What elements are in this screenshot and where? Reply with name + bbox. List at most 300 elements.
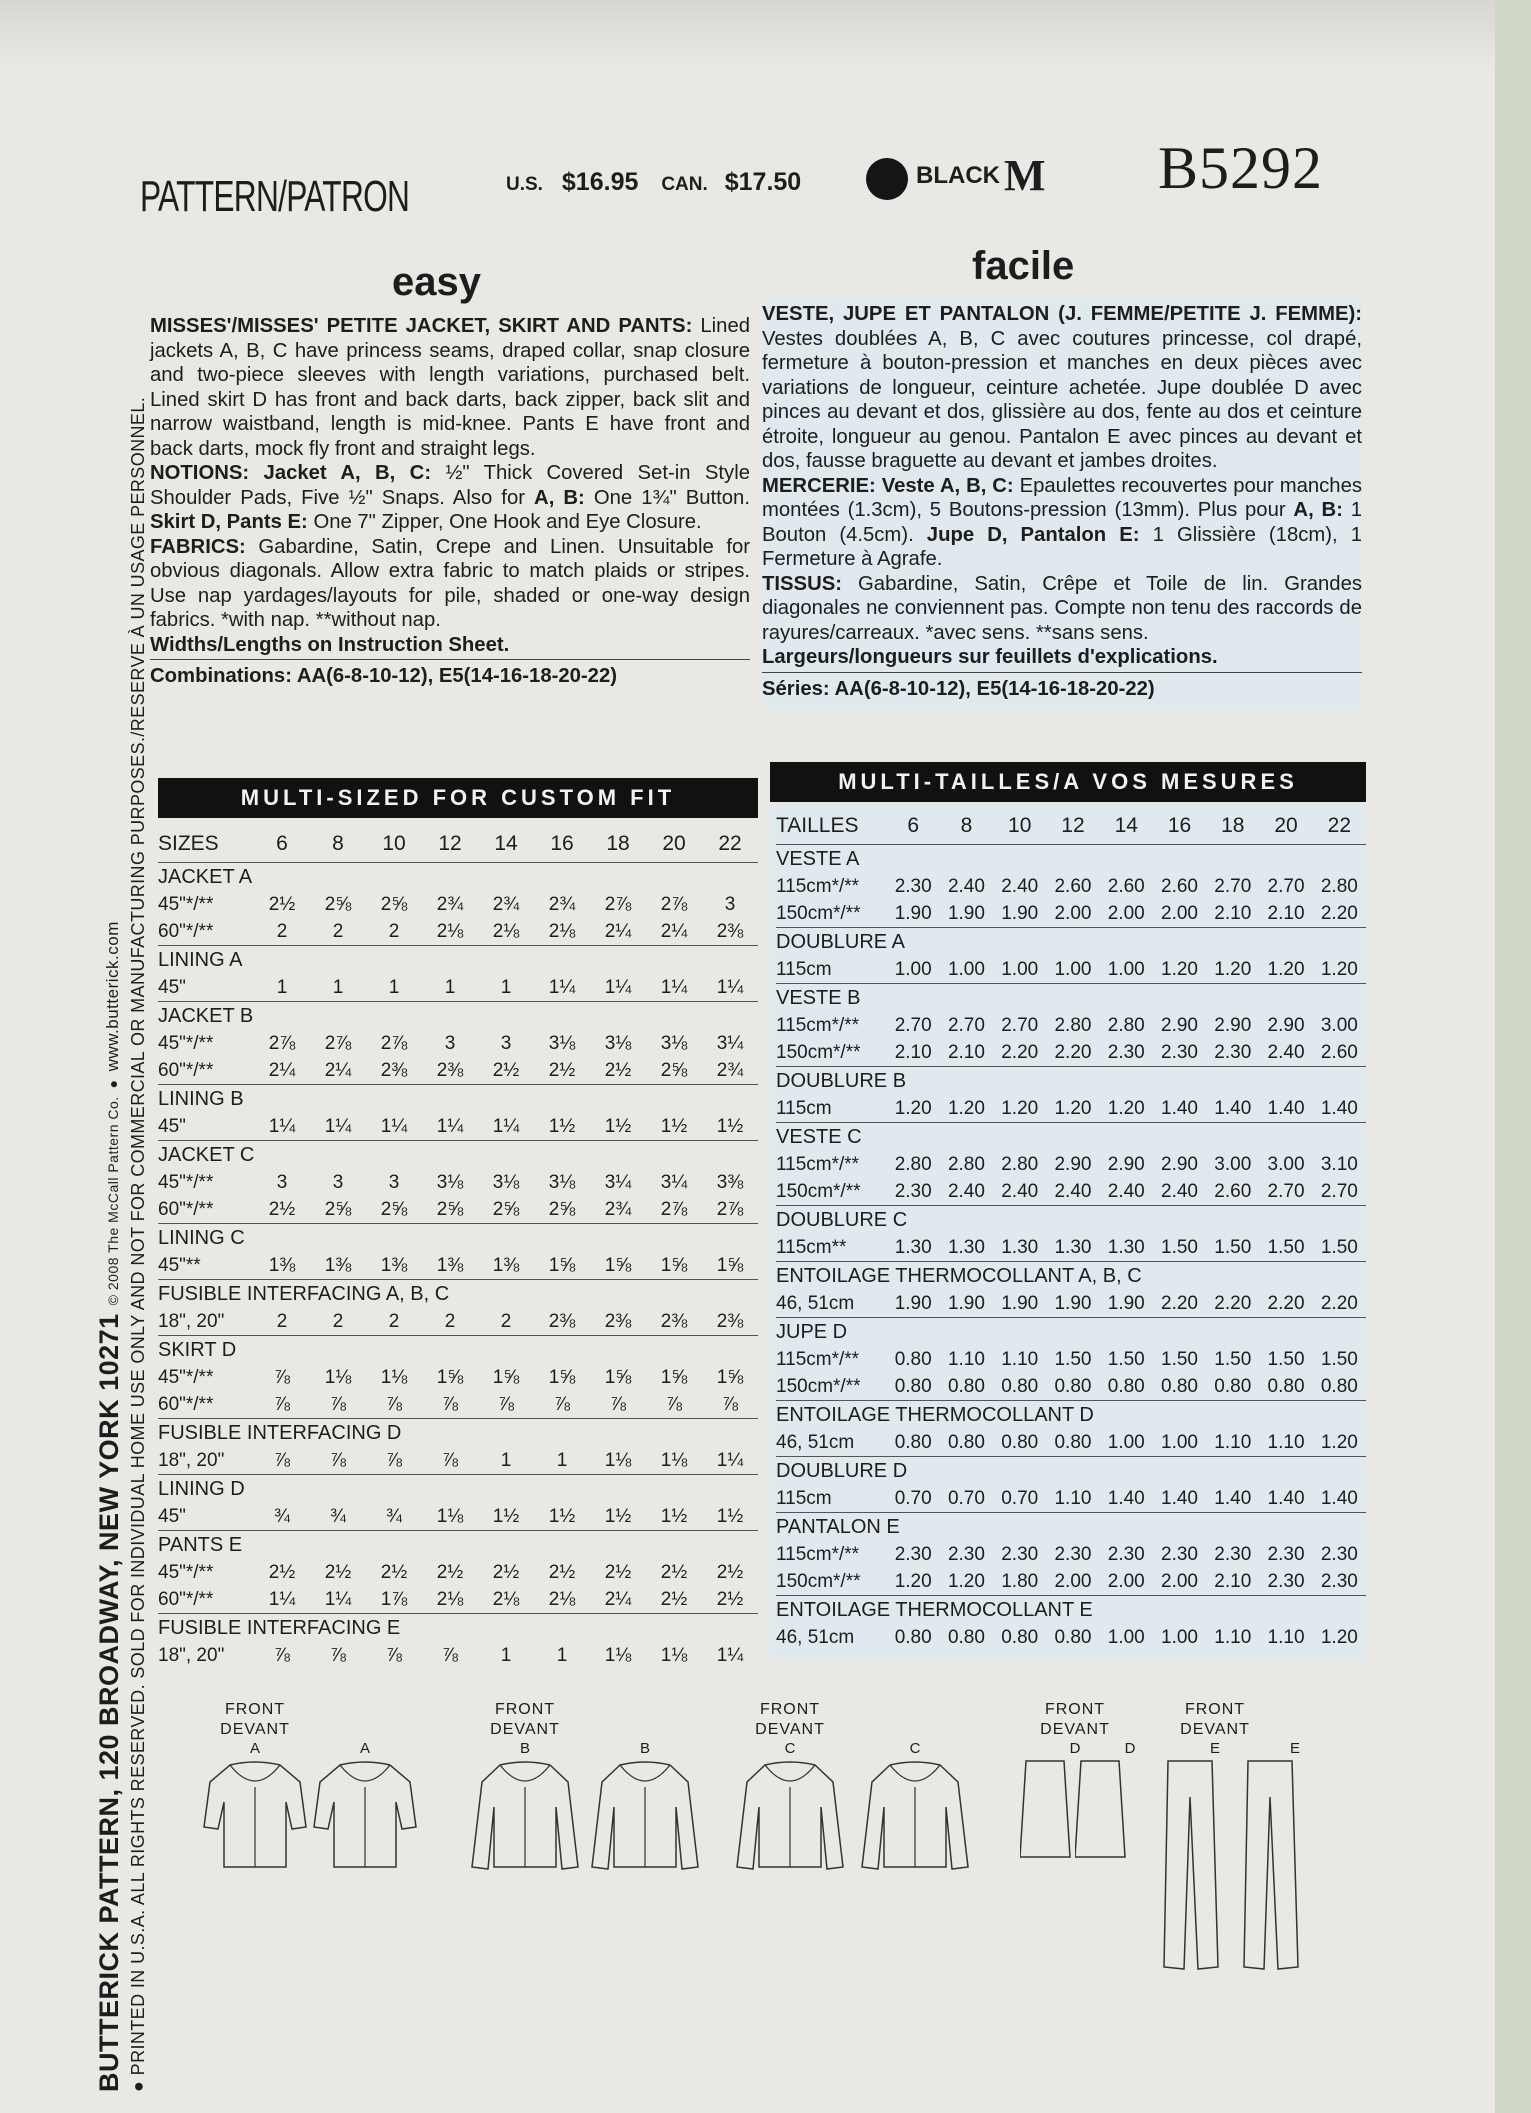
table-row <box>158 1308 758 1336</box>
yardage-cell: 2 <box>276 920 288 942</box>
group-title: VESTE B <box>776 984 1366 1013</box>
yardage-cell: 1⅝ <box>548 1254 576 1276</box>
yardage-cell: 1.40 <box>1214 1097 1252 1119</box>
yardage-cell: 2.20 <box>1267 1292 1305 1314</box>
yardage-cell: 1¼ <box>548 976 576 998</box>
yardage-cell: 2.30 <box>1107 1543 1145 1565</box>
table-row <box>776 1095 1366 1123</box>
fabric-width-label: 115cm** <box>776 1236 847 1258</box>
yardage-cell: 1⅛ <box>660 1644 688 1666</box>
yardage-cell: 2¾ <box>604 1198 632 1220</box>
yardage-cell: 1.00 <box>1054 958 1092 980</box>
yardage-cell: 1.90 <box>894 902 932 924</box>
group-title-row <box>158 1224 758 1253</box>
caption-front: FRONT <box>1044 1701 1106 1718</box>
group-title: PANTS E <box>158 1531 758 1560</box>
yardage-cell: 0.80 <box>1001 1375 1039 1397</box>
view-caption <box>1160 1700 1270 1740</box>
yardage-cell: 2¾ <box>436 893 464 915</box>
yardage-cell: 1.20 <box>947 1097 985 1119</box>
table-row <box>158 1196 758 1224</box>
yardage-cell: 1½ <box>548 1505 576 1527</box>
fabric-width-label: 115cm*/** <box>776 1014 860 1036</box>
group-title-row <box>776 1401 1366 1430</box>
yardage-cell: 1⅝ <box>604 1366 632 1388</box>
caption-devant: DEVANT <box>220 1721 290 1738</box>
french-title: VESTE, JUPE ET PANTALON (J. FEMME/PETITE J. FEMME): <box>762 303 1362 325</box>
group-title: LINING D <box>158 1475 758 1504</box>
view-letter: C <box>909 1740 921 1757</box>
view-caption <box>1020 1700 1130 1740</box>
group-title: SKIRT D <box>158 1336 758 1365</box>
yardage-cell: 0.70 <box>1001 1487 1039 1509</box>
yardage-cell: 3 <box>724 893 736 915</box>
yardage-cell: 2 <box>500 1310 512 1332</box>
garment-view-C <box>860 1740 970 1882</box>
yardage-cell: 1 <box>500 1449 512 1471</box>
yardage-cell: 1¼ <box>436 1115 464 1137</box>
caption-front: FRONT <box>759 1701 821 1718</box>
group-title: FUSIBLE INTERFACING A, B, C <box>158 1280 758 1309</box>
group-title: DOUBLURE A <box>776 928 1366 957</box>
notions-text: ½" Thick Covered Set-in Style Shoulder Pads, Five ½" Snaps. Also for <box>150 462 750 509</box>
yardage-cell: 1 <box>332 976 344 998</box>
yardage-cell: 1⅛ <box>324 1366 352 1388</box>
yardage-cell: 2½ <box>604 1059 632 1081</box>
yardage-cell: 1⅛ <box>604 1449 632 1471</box>
yardage-cell: 1¼ <box>660 976 688 998</box>
yardage-cell: 2.90 <box>1161 1153 1198 1175</box>
yardage-cell: 2⅛ <box>436 1588 464 1610</box>
size-header-10: 10 <box>1008 814 1032 837</box>
view-letter: A <box>359 1740 370 1757</box>
mercerie-jupe: Jupe D, Pantalon E: <box>926 523 1140 546</box>
table-row <box>158 1364 758 1391</box>
fabric-width-label: 45" <box>158 1505 186 1527</box>
yardage-cell: 2¾ <box>492 893 520 915</box>
table-row <box>158 974 758 1002</box>
yardage-cell: 2.20 <box>1320 1292 1358 1314</box>
fabrics-text: Gabardine, Satin, Crepe and Linen. Unsuitable for obvious diagonals. Allow extra fabric to match plaids or stripes. Use nap yardages/layouts for pile, shaded or one-way design fabrics. *with nap. **without nap. <box>150 535 751 631</box>
yardage-cell: 2⅛ <box>436 920 464 942</box>
yardage-cell: 2⅜ <box>436 1059 464 1081</box>
yardage-cell: ¾ <box>274 1505 290 1527</box>
yardage-cell: 2.20 <box>1054 1041 1092 1063</box>
group-title-row <box>158 1280 758 1309</box>
caption-front: FRONT <box>494 1701 556 1718</box>
yardage-cell: 2⅞ <box>268 1032 296 1054</box>
yardage-cell: 0.80 <box>1320 1375 1358 1397</box>
yardage-cell: 1.30 <box>1107 1236 1145 1258</box>
size-header-12: 12 <box>1061 814 1085 837</box>
english-band: MULTI-SIZED FOR CUSTOM FIT <box>158 778 758 818</box>
widths-note: Widths/Lengths on Instruction Sheet. <box>150 633 510 656</box>
yardage-cell: 2.10 <box>947 1041 985 1063</box>
fabric-width-label: 60"*/** <box>158 1588 214 1610</box>
us-price <box>506 168 801 197</box>
side-text-address: BUTTERICK PATTERN, 120 BROADWAY, NEW YORK 10271 © 2008 The McCall Pattern Co. ● www.butterick.com <box>94 921 124 2092</box>
caption-front: FRONT <box>224 1701 286 1718</box>
yardage-cell: 1 <box>388 976 400 998</box>
caption-devant: DEVANT <box>1040 1721 1110 1738</box>
yardage-cell: 2 <box>388 920 400 942</box>
jacket-drawing <box>470 1757 580 1877</box>
notions-skirt: Skirt D, Pants E: <box>150 511 308 533</box>
yardage-cell: 3.00 <box>1267 1153 1305 1175</box>
yardage-cell: 2.80 <box>1107 1014 1145 1036</box>
yardage-cell: 1.30 <box>1001 1236 1039 1258</box>
yardage-cell: 2.30 <box>1214 1543 1252 1565</box>
yardage-cell: 1⅜ <box>268 1254 296 1276</box>
yardage-cell: 1 <box>500 976 512 998</box>
yardage-cell: 2⅞ <box>324 1032 352 1054</box>
group-title: LINING C <box>158 1224 758 1253</box>
yardage-cell: 1.50 <box>1320 1236 1358 1258</box>
yardage-cell: 2.30 <box>1320 1543 1358 1565</box>
yardage-cell: 1¼ <box>324 1588 352 1610</box>
view-letter: E <box>1289 1740 1300 1757</box>
yardage-cell: 0.80 <box>894 1375 932 1397</box>
group-title-row <box>776 845 1366 874</box>
yardage-cell: 2 <box>332 1310 344 1332</box>
view-caption <box>735 1700 845 1740</box>
group-title: DOUBLURE C <box>776 1206 1366 1235</box>
yardage-cell: 3¼ <box>716 1032 744 1054</box>
table-row <box>776 1346 1366 1373</box>
size-header-6: 6 <box>907 814 920 837</box>
yardage-cell: 0.80 <box>894 1431 932 1453</box>
size-header-8: 8 <box>332 832 344 855</box>
group-title: FUSIBLE INTERFACING D <box>158 1419 758 1448</box>
yardage-cell: 0.80 <box>947 1626 985 1648</box>
yardage-cell: 2½ <box>604 1561 632 1583</box>
yardage-cell: 3.00 <box>1214 1153 1252 1175</box>
series: Séries: AA(6-8-10-12), E5(14-16-18-20-22) <box>762 677 1155 700</box>
jacket-drawing <box>310 1757 420 1877</box>
view-letter: D <box>1069 1740 1081 1757</box>
yardage-cell: 2.60 <box>1161 875 1198 897</box>
yardage-cell: 3.10 <box>1320 1153 1358 1175</box>
table-row <box>158 891 758 918</box>
rights-text: PRINTED IN U.S.A. ALL RIGHTS RESERVED. SOLD FOR INDIVIDUAL HOME USE ONLY AND NOT FOR COMMERCIAL OR MANUFACTURING PURPOSES./RESERVE À UN USAGE PERSONNEL. <box>128 396 148 2076</box>
size-letter: M <box>1004 151 1046 200</box>
yardage-cell: 1.20 <box>1320 958 1358 980</box>
yardage-cell: 2.40 <box>1054 1180 1092 1202</box>
french-band: MULTI-TAILLES/A VOS MESURES <box>770 762 1366 802</box>
yardage-cell: 2.30 <box>1001 1543 1039 1565</box>
yardage-cell: 2.30 <box>894 875 932 897</box>
yardage-cell: 1.20 <box>1267 958 1305 980</box>
yardage-cell: ⅞ <box>274 1393 290 1415</box>
group-title: VESTE C <box>776 1123 1366 1152</box>
yardage-cell: 2.80 <box>1054 1014 1092 1036</box>
yardage-cell: 1.10 <box>1267 1431 1305 1453</box>
yardage-cell: 1 <box>556 1449 568 1471</box>
table-row <box>776 1624 1366 1651</box>
yardage-cell: ⅞ <box>498 1393 514 1415</box>
yardage-cell: 2.30 <box>1320 1570 1358 1592</box>
group-title-row <box>776 1262 1366 1291</box>
fabric-width-label: 45"*/** <box>158 1171 214 1193</box>
group-title-row <box>776 928 1366 957</box>
yardage-cell: 1½ <box>492 1505 520 1527</box>
yardage-cell: 2.90 <box>1214 1014 1252 1036</box>
skirt-drawing <box>1075 1757 1135 1867</box>
yardage-cell: 1⅝ <box>548 1366 576 1388</box>
yardage-cell: 1 <box>500 1644 512 1666</box>
yardage-cell: 2.40 <box>947 875 985 897</box>
yardage-cell: 2.20 <box>1320 902 1358 924</box>
yardage-cell: 1⅝ <box>660 1254 688 1276</box>
table-row <box>776 1485 1366 1513</box>
yardage-cell: 3⅛ <box>604 1032 632 1054</box>
yardage-cell: 1.40 <box>1161 1097 1198 1119</box>
yardage-cell: 2.30 <box>947 1543 985 1565</box>
yardage-cell: 3¼ <box>660 1171 688 1193</box>
yardage-cell: 2.00 <box>1107 1570 1145 1592</box>
yardage-cell: 2.60 <box>1214 1180 1252 1202</box>
group-title: LINING A <box>158 946 758 975</box>
group-title-row <box>776 1067 1366 1096</box>
tissus-text: Gabardine, Satin, Crêpe et Toile de lin. Grandes diagonales ne conviennent pas. Compte non tenu des raccords de rayures/carreaux. *avec sens. **sans sens. <box>762 572 1363 644</box>
group-title: ENTOILAGE THERMOCOLLANT D <box>776 1401 1366 1430</box>
ink-label: BLACK <box>916 162 1000 189</box>
yardage-cell: 2⅝ <box>660 1059 688 1081</box>
yardage-cell: 2.40 <box>1001 875 1039 897</box>
caption-devant: DEVANT <box>1180 1721 1250 1738</box>
group-title: DOUBLURE D <box>776 1457 1366 1486</box>
yardage-cell: 2⅜ <box>604 1310 632 1332</box>
mercerie-text2: 1 Bouton (4.5cm). <box>762 499 1362 546</box>
yardage-cell: 2⅞ <box>380 1032 408 1054</box>
yardage-cell: 1.30 <box>947 1236 985 1258</box>
yardage-cell: 1½ <box>604 1505 632 1527</box>
fabric-width-label: 150cm*/** <box>776 1180 861 1202</box>
yardage-cell: 2½ <box>380 1561 408 1583</box>
yardage-cell: 1.20 <box>1320 1626 1358 1648</box>
fabric-width-label: 60"*/** <box>158 1393 214 1415</box>
pattern-number: B5292 <box>1158 135 1324 201</box>
yardage-cell: 3.00 <box>1320 1014 1358 1036</box>
heading-easy: easy <box>392 260 481 304</box>
fabric-width-label: 45" <box>158 976 186 998</box>
tissus-label: TISSUS: <box>762 572 843 595</box>
yardage-cell: 1.20 <box>1320 1431 1358 1453</box>
size-header-16: 16 <box>1167 814 1192 837</box>
yardage-cell: 1⅜ <box>436 1254 464 1276</box>
table-row <box>158 1503 758 1531</box>
fabric-width-label: 115cm <box>776 958 832 980</box>
yardage-cell: 1 <box>556 1644 568 1666</box>
yardage-cell: 0.80 <box>1214 1375 1252 1397</box>
yardage-cell: 1¼ <box>716 976 744 998</box>
yardage-cell: 2⅝ <box>380 1198 408 1220</box>
table-row <box>158 1057 758 1085</box>
yardage-cell: 0.80 <box>1054 1431 1092 1453</box>
group-title: JACKET C <box>158 1141 758 1170</box>
yardage-cell: 2⅝ <box>324 893 352 915</box>
yardage-cell: 3 <box>388 1171 400 1193</box>
group-title-row <box>158 1002 758 1031</box>
yardage-cell: 2.30 <box>1161 1041 1198 1063</box>
yardage-cell: 2.60 <box>1107 875 1145 897</box>
english-yardage-table <box>158 826 758 1669</box>
yardage-cell: ⅞ <box>554 1393 570 1415</box>
yardage-cell: 2½ <box>660 1588 688 1610</box>
yardage-cell: 1⅝ <box>716 1366 744 1388</box>
size-header-label: TAILLES <box>776 814 859 837</box>
notions-label: NOTIONS: Jacket A, B, C: <box>150 462 432 484</box>
yardage-cell: 1½ <box>660 1505 688 1527</box>
yardage-cell: 0.80 <box>947 1431 985 1453</box>
table-row <box>158 1447 758 1475</box>
jacket-drawing <box>860 1757 970 1877</box>
table-row <box>776 1290 1366 1318</box>
group-title-row <box>158 1531 758 1560</box>
yardage-cell: 1.90 <box>1107 1292 1145 1314</box>
yardage-cell: 2½ <box>268 893 296 915</box>
yardage-cell: 2.30 <box>1054 1543 1092 1565</box>
yardage-cell: 3⅛ <box>436 1171 464 1193</box>
yardage-cell: 2½ <box>268 1198 296 1220</box>
table-row <box>776 1429 1366 1457</box>
yardage-cell: 1½ <box>604 1115 632 1137</box>
yardage-cell: 1¼ <box>716 1449 744 1471</box>
yardage-cell: 1.10 <box>1001 1348 1039 1370</box>
fabric-width-label: 150cm*/** <box>776 1041 861 1063</box>
yardage-cell: 1.00 <box>1107 958 1145 980</box>
group-title: LINING B <box>158 1085 758 1114</box>
size-header-12: 12 <box>438 832 462 855</box>
yardage-cell: 0.80 <box>1001 1626 1039 1648</box>
fabric-width-label: 115cm*/** <box>776 875 860 897</box>
garment-view-B <box>590 1740 700 1882</box>
group-title: ENTOILAGE THERMOCOLLANT E <box>776 1596 1366 1625</box>
notions-ab: A, B: <box>534 486 585 509</box>
fabric-width-label: 45"*/** <box>158 1561 214 1583</box>
yardage-cell: 2¼ <box>604 920 632 942</box>
table-row <box>776 1541 1366 1568</box>
yardage-cell: 1.20 <box>894 1570 932 1592</box>
yardage-cell: 2½ <box>324 1561 352 1583</box>
yardage-cell: 1¼ <box>716 1644 744 1666</box>
yardage-cell: 1.10 <box>1214 1431 1252 1453</box>
table-row <box>158 1030 758 1057</box>
group-title-row <box>158 1336 758 1365</box>
yardage-cell: 2.30 <box>894 1180 932 1202</box>
yardage-cell: 2.40 <box>1107 1180 1145 1202</box>
size-header-22: 22 <box>1327 814 1352 837</box>
us-price-value: $16.95 <box>561 168 639 196</box>
size-header-16: 16 <box>550 832 574 855</box>
size-header-20: 20 <box>662 832 686 855</box>
yardage-cell: 2 <box>388 1310 400 1332</box>
yardage-cell: 1 <box>276 976 288 998</box>
yardage-cell: 2¾ <box>716 1059 744 1081</box>
yardage-cell: 1.50 <box>1320 1348 1358 1370</box>
yardage-cell: 1⅛ <box>380 1366 408 1388</box>
yardage-cell: 2½ <box>548 1059 576 1081</box>
yardage-cell: 1.90 <box>947 902 985 924</box>
jacket-drawing <box>735 1757 845 1877</box>
mercerie-text: Epaulettes recouvertes pour manches montées (1.3cm), 5 Boutons-pression (13mm). Plus pour <box>762 474 1362 521</box>
yardage-cell: 2.00 <box>1054 902 1092 924</box>
yardage-cell: 2.00 <box>1107 902 1145 924</box>
fabric-width-label: 60"*/** <box>158 920 214 942</box>
yardage-cell: 1.30 <box>894 1236 932 1258</box>
address-text: BUTTERICK PATTERN, 120 BROADWAY, NEW YORK 10271 <box>94 1313 124 2092</box>
view-letter: E <box>1209 1740 1220 1757</box>
group-title-row <box>776 1596 1366 1625</box>
table-row <box>158 1113 758 1141</box>
table-row <box>776 873 1366 900</box>
group-title: FUSIBLE INTERFACING E <box>158 1614 758 1643</box>
yardage-cell: 2¼ <box>660 920 688 942</box>
copyright-text: © 2008 The McCall Pattern Co. <box>105 1096 121 1306</box>
yardage-cell: 1½ <box>716 1115 744 1137</box>
yardage-cell: 2.10 <box>1267 902 1305 924</box>
garment-view-A <box>200 1700 310 1882</box>
yardage-cell: 2.20 <box>1214 1292 1252 1314</box>
yardage-cell: ⅞ <box>442 1644 458 1666</box>
yardage-cell: 2⅞ <box>716 1198 744 1220</box>
yardage-cell: 1¼ <box>268 1588 296 1610</box>
size-header-14: 14 <box>1114 814 1138 837</box>
table-row <box>776 1178 1366 1206</box>
largeurs-note: Largeurs/longueurs sur feuillets d'explications. <box>762 646 1218 668</box>
view-letter: B <box>639 1740 650 1757</box>
yardage-cell: 2¼ <box>324 1059 352 1081</box>
yardage-cell: 1⅜ <box>380 1254 408 1276</box>
size-header-18: 18 <box>606 832 630 855</box>
yardage-cell: 2.70 <box>1267 875 1305 897</box>
yardage-cell: 1.00 <box>894 958 932 980</box>
view-caption <box>470 1700 580 1740</box>
yardage-cell: 2⅝ <box>492 1198 520 1220</box>
table-row <box>776 900 1366 928</box>
yardage-cell: 0.70 <box>894 1487 932 1509</box>
yardage-cell: 2⅛ <box>492 920 520 942</box>
yardage-cell: 1.10 <box>947 1348 985 1370</box>
yardage-cell: 1.40 <box>1161 1487 1198 1509</box>
yardage-cell: 2½ <box>716 1588 744 1610</box>
fabric-width-label: 45"*/** <box>158 1032 214 1054</box>
yardage-cell: 0.80 <box>1107 1375 1145 1397</box>
yardage-cell: 1.10 <box>1267 1626 1305 1648</box>
yardage-cell: 1.50 <box>1161 1348 1198 1370</box>
yardage-cell: 1⅝ <box>492 1366 520 1388</box>
yardage-cell: 1¼ <box>492 1115 520 1137</box>
yardage-cell: 2¼ <box>268 1059 296 1081</box>
pants-drawing <box>1240 1757 1350 1977</box>
yardage-cell: 3¼ <box>604 1171 632 1193</box>
french-yardage-table <box>776 808 1366 1651</box>
table-row <box>158 918 758 946</box>
fabric-width-label: 18", 20" <box>158 1449 225 1471</box>
yardage-cell: 1.90 <box>894 1292 932 1314</box>
group-title: ENTOILAGE THERMOCOLLANT A, B, C <box>776 1262 1366 1291</box>
group-title-row <box>776 1513 1366 1542</box>
yardage-cell: 2½ <box>492 1059 520 1081</box>
english-header-row <box>158 826 758 863</box>
fabric-width-label: 115cm <box>776 1487 832 1509</box>
size-header-10: 10 <box>382 832 406 855</box>
right-edge-strip <box>1495 0 1531 2113</box>
yardage-cell: 1⅝ <box>660 1366 688 1388</box>
group-title-row <box>158 863 758 892</box>
group-title-row <box>776 984 1366 1013</box>
yardage-cell: 1⅜ <box>492 1254 520 1276</box>
